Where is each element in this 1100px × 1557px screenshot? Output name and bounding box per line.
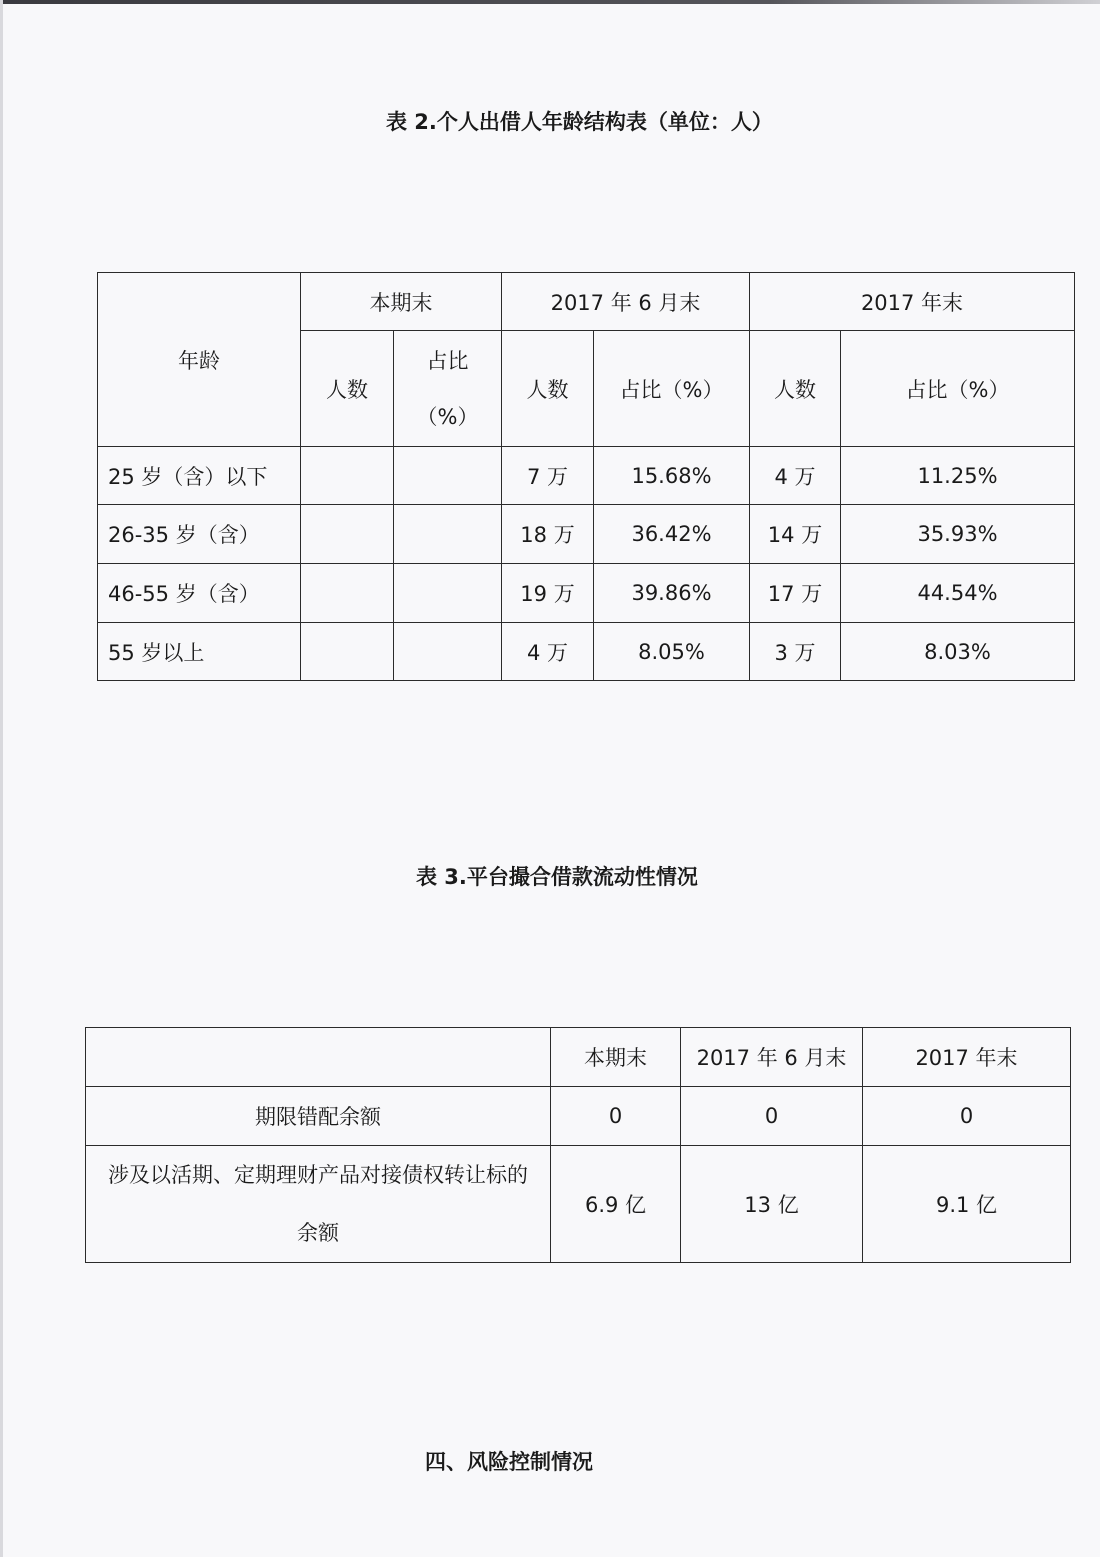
current-ratio	[394, 623, 502, 681]
liquidity-table	[85, 1027, 1071, 1263]
header-ratio	[394, 331, 502, 447]
header-period-current: 本期末	[301, 273, 502, 331]
age-group: 46-55 岁（含）	[98, 564, 301, 623]
jun-count: 4 万	[502, 623, 594, 681]
jun-count: 18 万	[502, 505, 594, 564]
current-count	[301, 564, 394, 623]
current-ratio	[394, 447, 502, 505]
end-value: 0	[863, 1087, 1071, 1146]
current-value: 6.9 亿	[551, 1146, 681, 1263]
row-label: 期限错配余额	[86, 1087, 551, 1146]
age-group: 55 岁以上	[98, 623, 301, 681]
jun-value: 13 亿	[681, 1146, 863, 1263]
table-header-row	[98, 273, 1075, 331]
row-label	[86, 1146, 551, 1263]
header-count: 人数	[502, 331, 594, 447]
jun-count: 7 万	[502, 447, 594, 505]
header-period-2017-end: 2017 年末	[750, 273, 1075, 331]
jun-count: 19 万	[502, 564, 594, 623]
current-count	[301, 505, 394, 564]
header-count: 人数	[750, 331, 841, 447]
table2-title: 表 2.个人出借人年龄结构表（单位：人）	[386, 110, 773, 134]
end-ratio: 35.93%	[841, 505, 1075, 564]
end-count: 4 万	[750, 447, 841, 505]
end-ratio: 11.25%	[841, 447, 1075, 505]
table-row	[98, 564, 1075, 623]
row-label-line2: 余额	[297, 1221, 339, 1245]
end-ratio: 8.03%	[841, 623, 1075, 681]
row-label-line1: 涉及以活期、定期理财产品对接债权转让标的	[108, 1163, 528, 1187]
end-count: 3 万	[750, 623, 841, 681]
header-period-current: 本期末	[551, 1028, 681, 1087]
age-group: 26-35 岁（含）	[98, 505, 301, 564]
table-row	[86, 1146, 1071, 1263]
age-structure-table	[97, 272, 1075, 681]
table-row	[86, 1087, 1071, 1146]
header-count: 人数	[301, 331, 394, 447]
jun-ratio: 39.86%	[594, 564, 750, 623]
scan-top-edge	[0, 0, 1100, 4]
table-row	[98, 505, 1075, 564]
header-period-2017-jun: 2017 年 6 月末	[502, 273, 750, 331]
end-count: 14 万	[750, 505, 841, 564]
header-period-2017-jun: 2017 年 6 月末	[681, 1028, 863, 1087]
end-count: 17 万	[750, 564, 841, 623]
end-value: 9.1 亿	[863, 1146, 1071, 1263]
current-count	[301, 447, 394, 505]
end-ratio: 44.54%	[841, 564, 1075, 623]
current-ratio	[394, 564, 502, 623]
current-value: 0	[551, 1087, 681, 1146]
jun-ratio: 15.68%	[594, 447, 750, 505]
current-ratio	[394, 505, 502, 564]
scan-left-edge	[0, 0, 3, 1557]
table-row	[98, 447, 1075, 505]
header-ratio-pct: 占比（%）	[594, 331, 750, 447]
header-ratio-line1: 占比	[426, 348, 469, 373]
section-heading: 四、风险控制情况	[425, 1450, 593, 1474]
header-period-2017-end: 2017 年末	[863, 1028, 1071, 1087]
age-group: 25 岁（含）以下	[98, 447, 301, 505]
header-age: 年龄	[98, 273, 301, 447]
header-ratio-line2: （%）	[416, 404, 479, 429]
jun-ratio: 8.05%	[594, 623, 750, 681]
jun-value: 0	[681, 1087, 863, 1146]
current-count	[301, 623, 394, 681]
table3-title: 表 3.平台撮合借款流动性情况	[416, 865, 698, 889]
table-header-row	[86, 1028, 1071, 1087]
header-blank	[86, 1028, 551, 1087]
table-row	[98, 623, 1075, 681]
header-ratio-pct: 占比（%）	[841, 331, 1075, 447]
jun-ratio: 36.42%	[594, 505, 750, 564]
